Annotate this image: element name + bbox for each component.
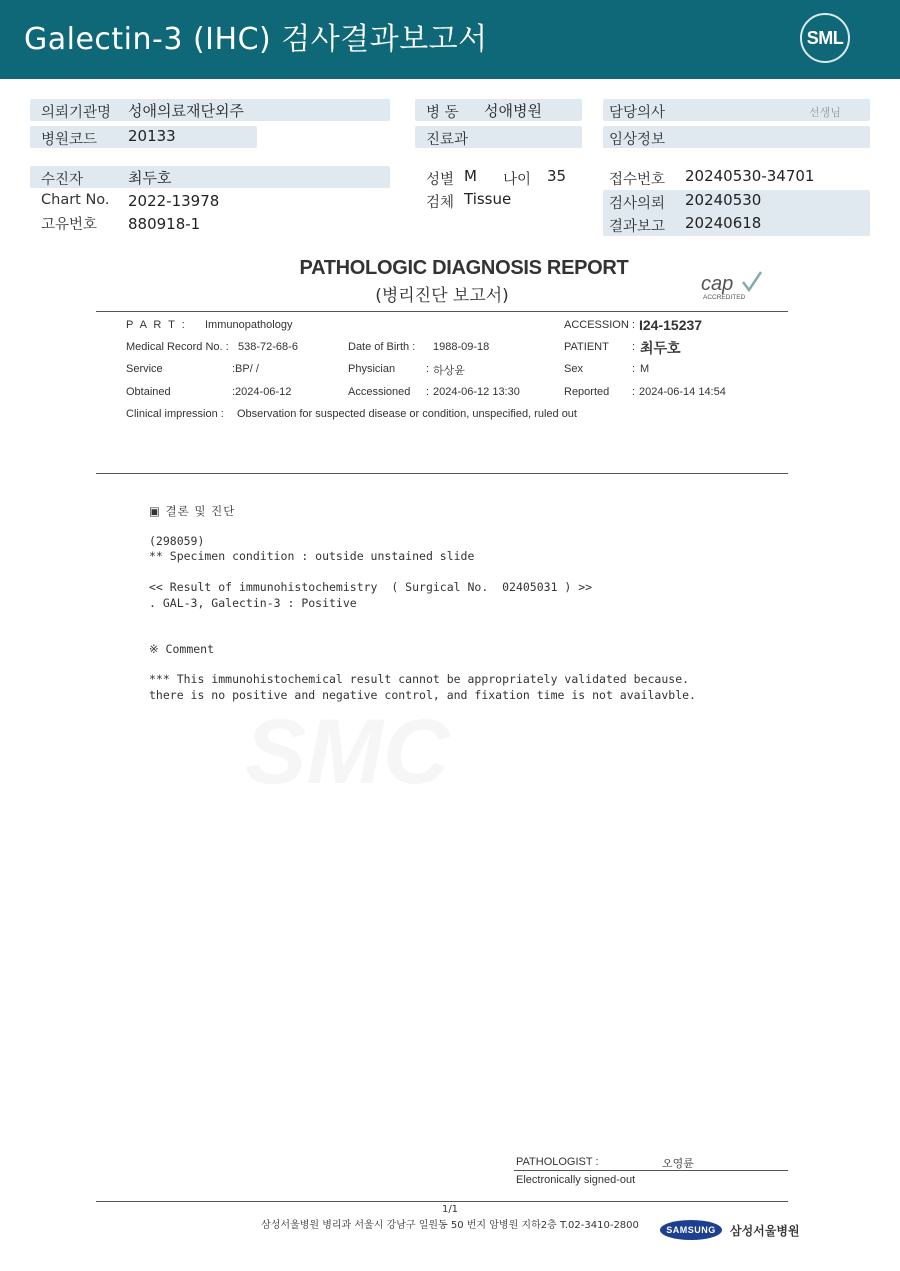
specimen-value: Tissue [464, 190, 512, 208]
request-date-value: 20240530 [685, 191, 762, 209]
sml-logo [800, 13, 850, 63]
report-subtitle: (병리진단 보고서) [375, 286, 509, 306]
watermark-logo [235, 705, 635, 795]
specimen-label: 검체 [426, 195, 455, 211]
patient-report-label: PATIENT [564, 341, 609, 353]
cap-accredited-text: ACCREDITED [703, 294, 746, 301]
reported-label: Reported [564, 386, 610, 398]
obtained-value: :2024-06-12 [232, 386, 292, 398]
comment-title: ※ Comment [149, 642, 215, 656]
signature-divider [514, 1170, 788, 1171]
cap-accredited-logo [699, 268, 763, 304]
physician-label: Physician [348, 363, 396, 375]
report-date-value: 20240618 [685, 214, 762, 232]
requesting-org-label: 의뢰기관명 [41, 105, 112, 121]
physician-colon: : [426, 363, 430, 375]
cap-logo-text: cap [701, 273, 734, 295]
report-date-label: 결과보고 [609, 219, 666, 235]
unique-no-label: 고유번호 [41, 217, 98, 233]
reported-colon: : [632, 386, 636, 398]
unique-no-value: 880918-1 [128, 215, 201, 233]
logo-text: SML [806, 27, 844, 48]
svg-text:SMC: SMC [245, 705, 450, 795]
body-line-3: << Result of immunohistochemistry ( Surgical No. 02405031 ) >> [149, 580, 593, 594]
service-label: Service [126, 363, 163, 375]
sex-report-label: Sex [564, 363, 583, 375]
dob-value: 1988-09-18 [433, 341, 490, 353]
doctor-label: 담당의사 [609, 105, 666, 121]
report-divider-top [96, 311, 788, 312]
accessioned-value: 2024-06-12 13:30 [433, 386, 520, 398]
document-title: Galectin-3 (IHC) 검사결과보고서 [24, 22, 488, 57]
receipt-no-value: 20240530-34701 [685, 167, 815, 185]
hospital-code-value: 20133 [128, 127, 176, 145]
hospital-logo-text: 삼성서울병원 [730, 1224, 800, 1238]
obtained-label: Obtained [126, 386, 171, 398]
part-label: P A R T : [126, 319, 187, 331]
body-line-1: (298059) [149, 534, 205, 548]
ward-label: 병 동 [426, 105, 459, 121]
receipt-no-label: 접수번호 [609, 172, 666, 188]
department-label: 진료과 [426, 132, 469, 148]
ward-value: 성애병원 [484, 102, 542, 120]
comment-line-1: *** This immunohistochemical result cannot be appropriately validated because. [149, 672, 690, 686]
comment-line-2: there is no positive and negative control, and fixation time is not availavble. [149, 688, 696, 702]
section-title: ▣ 결론 및 진단 [149, 504, 236, 518]
clinical-info-label: 임상정보 [609, 132, 666, 148]
patient-value: 최두호 [128, 169, 172, 187]
physician-value: 하상윤 [433, 365, 465, 377]
age-value: 35 [547, 167, 567, 185]
part-value: Immunopathology [205, 319, 293, 331]
body-line-4: . GAL-3, Galectin-3 : Positive [149, 596, 357, 610]
clinical-impression-value: Observation for suspected disease or condition, unspecified, ruled out [237, 408, 577, 420]
samsung-logo: SAMSUNG [660, 1220, 722, 1240]
patient-label: 수진자 [41, 172, 84, 188]
pathologist-value: 오영륜 [662, 1158, 694, 1170]
requesting-org-value: 성애의료재단외주 [128, 102, 244, 120]
footer-address: 삼성서울병원 병리과 서울시 강남구 일원동 50 번지 암병원 지하2층 T.02-3410-2800 [261, 1220, 639, 1231]
sex-value: M [464, 167, 477, 185]
patient-row [30, 166, 390, 188]
chart-no-label: Chart No. [41, 192, 110, 208]
accessioned-colon: : [426, 386, 430, 398]
sex-colon: : [632, 363, 636, 375]
service-value: :BP/ / [232, 363, 259, 375]
accessioned-label: Accessioned [348, 386, 411, 398]
body-line-2: ** Specimen condition : outside unstained slide [149, 549, 475, 563]
reported-value: 2024-06-14 14:54 [639, 386, 726, 398]
signed-out-text: Electronically signed-out [516, 1174, 636, 1186]
hospital-code-label: 병원코드 [41, 132, 98, 148]
chart-no-value: 2022-13978 [128, 192, 220, 210]
footer-divider [96, 1201, 788, 1202]
request-date-label: 검사의뢰 [609, 196, 666, 212]
age-label: 나이 [503, 172, 532, 188]
report-title: PATHOLOGIC DIAGNOSIS REPORT [299, 257, 629, 279]
accession-colon: : [632, 319, 636, 331]
page-number: 1/1 [441, 1204, 459, 1215]
mrn-label: Medical Record No. : [126, 341, 229, 353]
clinical-impression-label: Clinical impression : [126, 408, 224, 420]
doctor-suffix: 선생님 [809, 106, 841, 119]
accession-label: ACCESSION [564, 319, 629, 331]
accession-value: I24-15237 [639, 317, 703, 333]
pathologist-label: PATHOLOGIST : [516, 1156, 599, 1168]
mrn-value: 538-72-68-6 [238, 341, 298, 353]
report-divider-bottom [96, 473, 788, 474]
dob-label: Date of Birth : [348, 341, 416, 353]
patient-colon: : [632, 341, 636, 353]
sex-label: 성별 [426, 172, 455, 188]
sex-report-value: M [640, 363, 650, 375]
patient-report-value: 최두호 [640, 340, 681, 356]
